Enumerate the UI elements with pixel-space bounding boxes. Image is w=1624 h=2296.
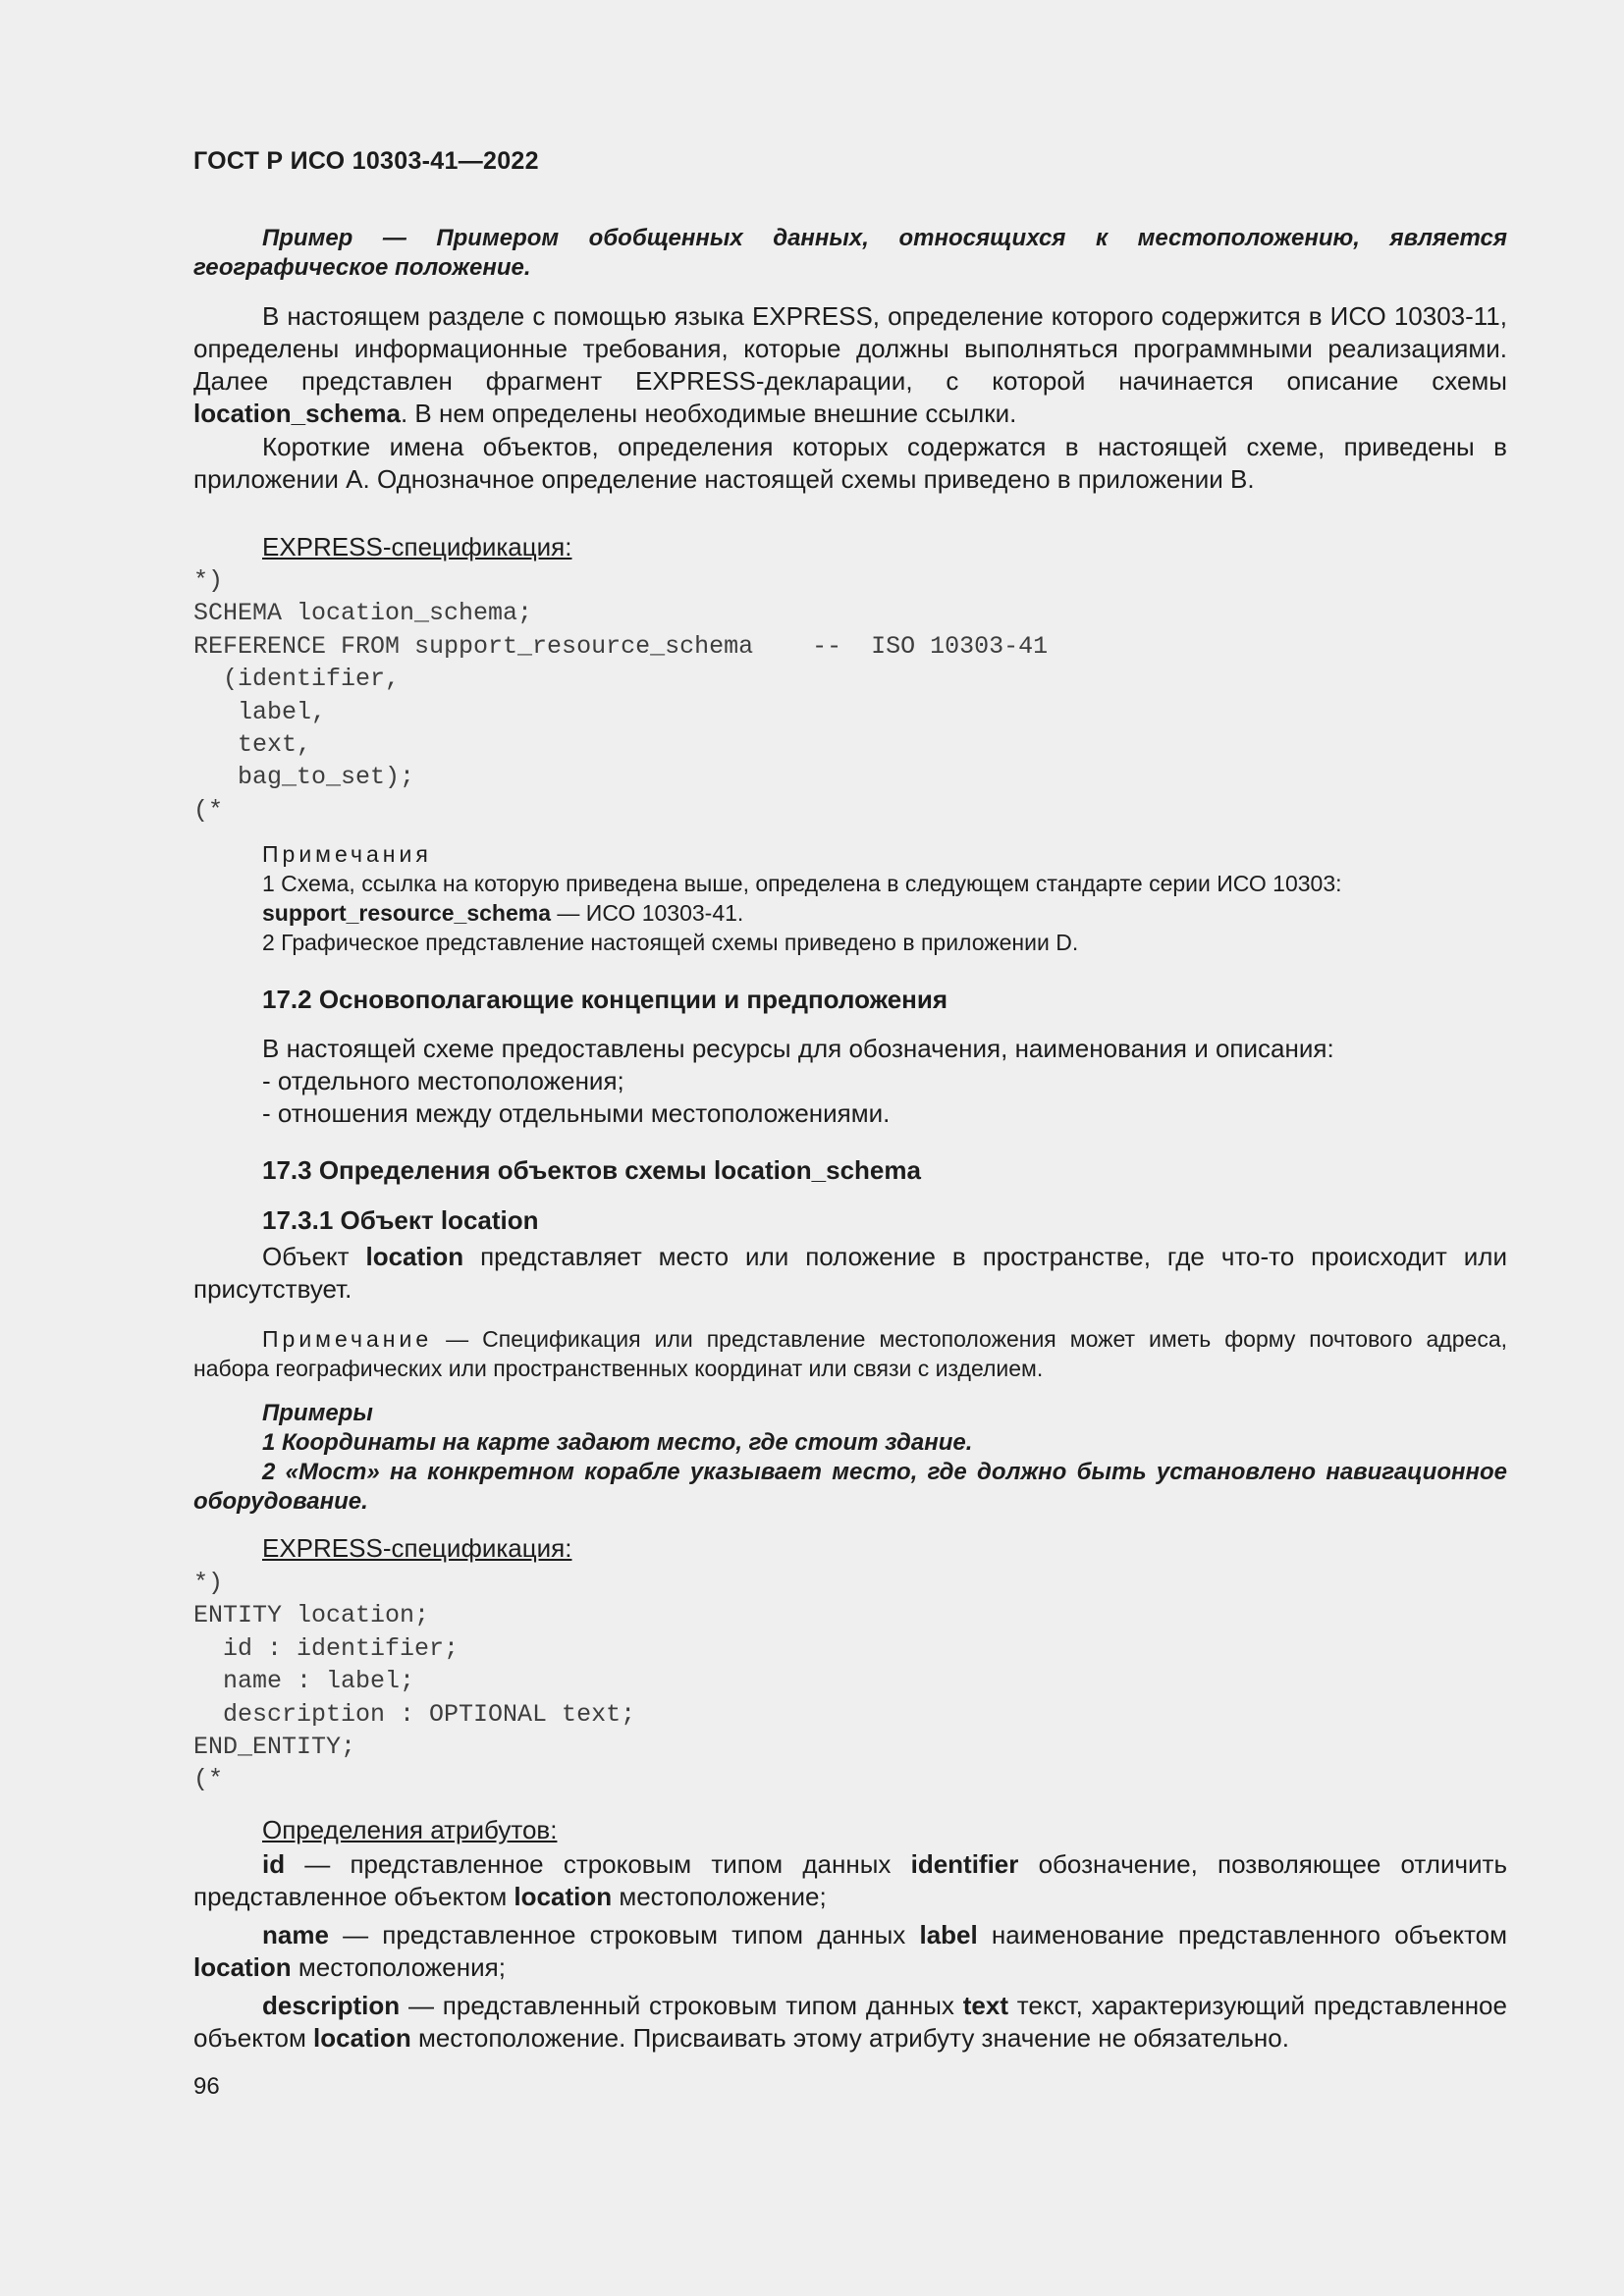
examples: [193, 1399, 1507, 1517]
attr-name-term: name: [262, 1920, 329, 1949]
attr-desc-term: description: [262, 1991, 401, 2020]
location-note-text: — Спецификация или представление местоположения может иметь форму почтового адреса, набора географических или пространственных координат или связи с изделием.: [193, 1326, 1507, 1381]
attr-id-text-c: обозначение, позволяющее отличить представленное объектом: [193, 1849, 1507, 1911]
attribute-name: [193, 1919, 1507, 1984]
note-2: 2 Графическое представление настоящей схемы приведено в приложении D.: [262, 930, 1079, 955]
attr-name-type: label: [919, 1920, 978, 1949]
attr-id-type: identifier: [910, 1849, 1019, 1879]
document-header: ГОСТ Р ИСО 10303-41—2022: [193, 147, 539, 175]
attr-desc-text-c: текст, характеризующий представленное объектом: [193, 1991, 1507, 2053]
examples-title: Примеры: [262, 1400, 373, 1426]
express-code-schema: *) SCHEMA location_schema; REFERENCE FROM support_resource_schema -- ISO 10303-41 (identifier, label, text, bag_to_set); (*: [193, 566, 1049, 825]
location-term: location: [365, 1242, 464, 1271]
location-pre: Объект: [262, 1242, 366, 1271]
attr-id-text-e: местоположение;: [612, 1882, 827, 1911]
notes-title: Примечания: [262, 841, 432, 867]
attr-name-text-e: местоположения;: [291, 1952, 506, 1982]
express-label-2: [193, 1532, 1576, 1565]
note-1-ref: [262, 898, 1576, 928]
attr-desc-entity: location: [313, 2023, 411, 2053]
intro-paragraph: [193, 300, 1507, 430]
section-17-2-title: 17.2 Основополагающие концепции и предположения: [262, 985, 948, 1014]
express-code-entity: *) ENTITY location; id : identifier; name : label; description : OPTIONAL text; END_ENTITY; (*: [193, 1569, 636, 1794]
section-17-3-title: 17.3 Определения объектов схемы location_schema: [262, 1155, 921, 1185]
section-17-3-1-title: 17.3.1 Объект location: [262, 1205, 539, 1235]
attr-name-text-a: — представленное строковым типом данных: [328, 1920, 920, 1949]
attr-name-text-c: наименование представленного объектом: [977, 1920, 1508, 1949]
attr-desc-text-a: — представленный строковым типом данных: [400, 1991, 963, 2020]
attributes-title-text: Определения атрибутов:: [262, 1815, 558, 1844]
express-label-1-text: EXPRESS-спецификация:: [262, 532, 572, 561]
attribute-description: [193, 1990, 1507, 2055]
notes: [193, 839, 1576, 957]
example-1: 1 Координаты на карте задают место, где стоит здание.: [262, 1429, 973, 1456]
location-note: [193, 1324, 1507, 1383]
note-1-term: support_resource_schema: [262, 900, 552, 926]
intro-text: В настоящем разделе с помощью языка EXPRESS, определение которого содержится в ИСО 10303-11, определены информационные требования, которые должны выполняться программными реализациями. Далее представлен фрагмент EXPRESS-декларации, с которой начинается описание схемы: [193, 301, 1507, 396]
attr-desc-text-e: местоположение. Присваивать этому атрибуту значение не обязательно.: [410, 2023, 1289, 2053]
note-1: 1 Схема, ссылка на которую приведена выше, определена в следующем стандарте серии ИСО 10303:: [262, 871, 1342, 896]
attr-id-term: id: [262, 1849, 286, 1879]
attributes-title: [193, 1814, 1576, 1846]
list-item: - отдельного местоположения;: [262, 1066, 624, 1095]
express-label-2-text: EXPRESS-спецификация:: [262, 1533, 572, 1563]
section-17-2-intro: В настоящей схеме предоставлены ресурсы для обозначения, наименования и описания:: [262, 1034, 1334, 1063]
attr-name-entity: location: [193, 1952, 292, 1982]
intro-term: location_schema: [193, 399, 401, 428]
intro-tail: . В нем определены необходимые внешние ссылки.: [400, 399, 1017, 428]
attr-id-text-a: — представленное строковым типом данных: [285, 1849, 911, 1879]
express-label-1: [193, 531, 1576, 563]
attr-desc-type: text: [962, 1991, 1008, 2020]
note-1-tail: — ИСО 10303-41.: [551, 900, 744, 926]
location-paragraph: [193, 1241, 1507, 1306]
example-2: 2 «Мост» на конкретном корабле указывает место, где должно быть установлено навигационное оборудование.: [193, 1459, 1507, 1515]
short-names-paragraph: Короткие имена объектов, определения которых содержатся в настоящей схеме, приведены в приложении A. Однозначное определение настоящей схемы приведено в приложении B.: [193, 432, 1507, 494]
location-note-label: Примечание: [262, 1326, 433, 1352]
example-intro: Пример — Примером обобщенных данных, относящихся к местоположению, является географическое положение.: [193, 225, 1507, 281]
attribute-id: [193, 1848, 1507, 1913]
attr-id-entity: location: [514, 1882, 613, 1911]
page-number: 96: [193, 2073, 220, 2100]
location-post: представляет место или положение в пространстве, где что-то происходит или присутствует.: [193, 1242, 1507, 1304]
section-17-2-body: [193, 1033, 1576, 1130]
list-item: - отношения между отдельными местоположениями.: [262, 1098, 891, 1128]
